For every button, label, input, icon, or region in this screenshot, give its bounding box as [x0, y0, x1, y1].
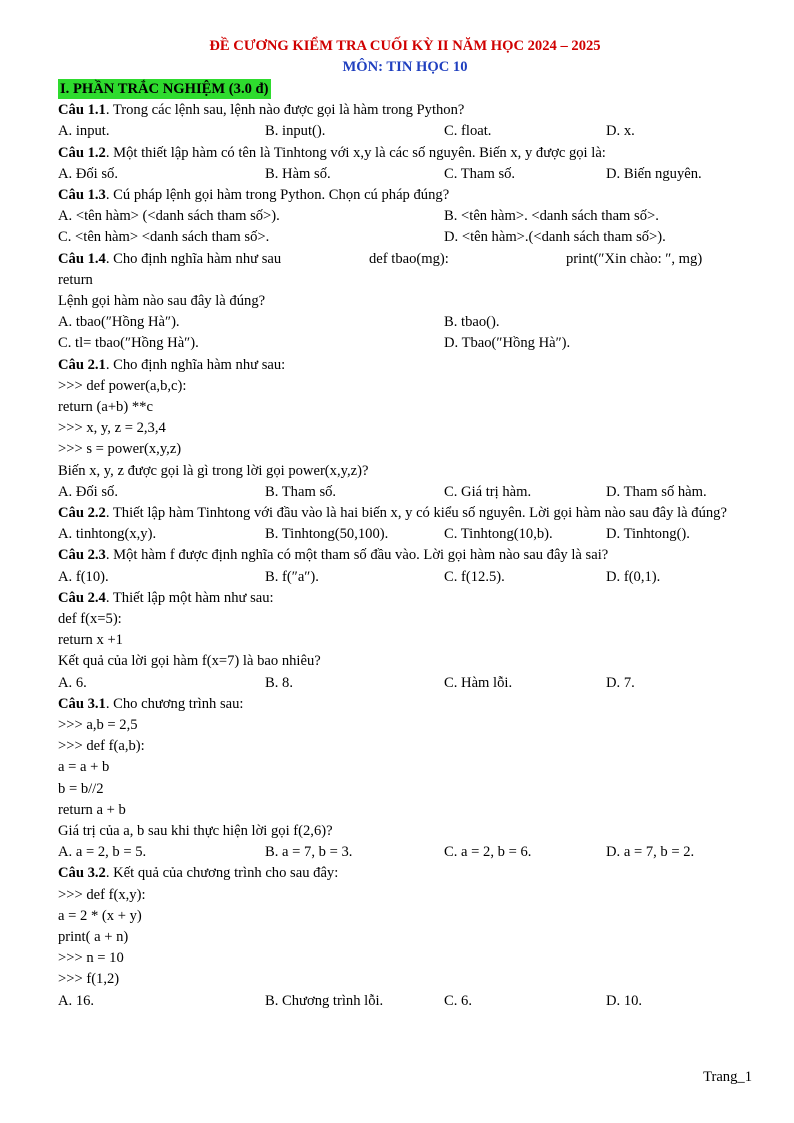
question-label: Câu 2.1	[58, 356, 106, 373]
question-label: Câu 1.2	[58, 144, 106, 161]
option-c: C. a = 2, b = 6.	[444, 844, 532, 861]
option-a: A. tbao(″Hồng Hà″).	[58, 314, 180, 331]
option-b: B. input().	[265, 123, 326, 140]
option-a: A. <tên hàm> (<danh sách tham số>).	[58, 208, 280, 225]
options-1-4-row1	[58, 312, 752, 333]
question-1-1	[58, 100, 752, 121]
question-label: Câu 1.1	[58, 102, 106, 119]
code-line: b = b//2	[58, 780, 104, 797]
options-1-3-row1	[58, 206, 752, 227]
option-a: A. f(10).	[58, 568, 109, 585]
document-page	[58, 36, 752, 1012]
question-3-2	[58, 863, 752, 884]
option-b: B. Hàm số.	[265, 165, 331, 182]
question-text: . Cho chương trình sau:	[105, 695, 244, 712]
option-a: A. 16.	[58, 992, 95, 1009]
section-heading: I. PHẦN TRẮC NGHIỆM (3.0 đ)	[60, 81, 269, 97]
options-1-4-row2	[58, 333, 752, 354]
options-2-2	[58, 524, 752, 545]
option-c: C. 6.	[444, 992, 472, 1009]
question-2-3	[58, 545, 752, 566]
question-2-4	[58, 588, 752, 609]
code-line: >>> s = power(x,y,z)	[58, 441, 182, 458]
question-prompt: Biến x, y, z được gọi là gì trong lời gọi power(x,y,z)?	[58, 462, 369, 479]
question-text: . Một hàm f được định nghĩa có một tham số đầu vào. Lời gọi hàm nào sau đây là sai?	[105, 547, 609, 564]
question-label: Câu 3.2	[58, 865, 106, 882]
question-text: . Cho định nghĩa hàm như sau	[105, 250, 282, 267]
option-d: D. 10.	[606, 992, 643, 1009]
option-c: C. float.	[444, 123, 492, 140]
code-line: return (a+b) **c	[58, 398, 153, 415]
code-line: return	[58, 271, 93, 288]
question-label: Câu 1.4	[58, 250, 106, 267]
page-number: Trang_1	[703, 1069, 752, 1085]
code-line: >>> def f(x,y):	[58, 886, 146, 903]
question-label: Câu 2.2	[58, 504, 106, 521]
option-c: C. Hàm lỗi.	[444, 674, 513, 691]
option-d: D. Tham số hàm.	[606, 483, 707, 500]
document-subtitle: MÔN: TIN HỌC 10	[342, 59, 468, 75]
option-b: B. Tham số.	[265, 483, 337, 500]
option-d: D. Biến nguyên.	[606, 165, 702, 182]
question-1-3	[58, 185, 752, 206]
option-a: A. 6.	[58, 674, 87, 691]
options-2-3	[58, 567, 752, 588]
option-c: C. Tinhtong(10,b).	[444, 526, 553, 543]
code-line: print( a + n)	[58, 928, 129, 945]
option-d: D. <tên hàm>.(<danh sách tham số>).	[444, 229, 666, 246]
option-b: B. Chương trình lỗi.	[265, 992, 384, 1009]
question-2-2	[58, 503, 752, 524]
option-d: D. 7.	[606, 674, 635, 691]
code-line: a = 2 * (x + y)	[58, 907, 142, 924]
document-title: ĐỀ CƯƠNG KIỂM TRA CUỐI KỲ II NĂM HỌC 2024 – 2025	[209, 38, 601, 54]
question-label: Câu 2.3	[58, 547, 106, 564]
option-a: A. Đối số.	[58, 165, 118, 182]
code-line: print(″Xin chào: ″, mg)	[566, 250, 703, 267]
option-b: B. tbao().	[444, 314, 500, 331]
code-line: >>> a,b = 2,5	[58, 716, 138, 733]
option-d: D. f(0,1).	[606, 568, 661, 585]
question-prompt: Giá trị của a, b sau khi thực hiện lời gọi f(2,6)?	[58, 822, 333, 839]
code-line: >>> n = 10	[58, 950, 124, 967]
option-c: C. Giá trị hàm.	[444, 483, 532, 500]
question-2-1	[58, 355, 752, 376]
option-b: B. Tinhtong(50,100).	[265, 526, 389, 543]
code-line: >>> def f(a,b):	[58, 738, 145, 755]
option-d: D. x.	[606, 123, 635, 140]
question-text: . Trong các lệnh sau, lệnh nào được gọi là hàm trong Python?	[105, 102, 465, 119]
options-2-1	[58, 482, 752, 503]
code-line: >>> x, y, z = 2,3,4	[58, 420, 166, 437]
options-2-4	[58, 673, 752, 694]
code-line: >>> f(1,2)	[58, 971, 120, 988]
question-text: . Một thiết lập hàm có tên là Tinhtong với x,y là các số nguyên. Biến x, y được gọi là:	[105, 144, 606, 161]
options-1-2	[58, 164, 752, 185]
code-line: a = a + b	[58, 759, 110, 776]
question-label: Câu 2.4	[58, 589, 106, 606]
options-3-2	[58, 991, 752, 1012]
option-c: C. Tham số.	[444, 165, 516, 182]
question-text: . Cú pháp lệnh gọi hàm trong Python. Chọn cú pháp đúng?	[105, 186, 450, 203]
option-a: A. tinhtong(x,y).	[58, 526, 157, 543]
code-line: return x +1	[58, 632, 123, 649]
question-3-1	[58, 694, 752, 715]
options-1-1	[58, 121, 752, 142]
question-text: . Kết quả của chương trình cho sau đây:	[105, 865, 339, 882]
question-label: Câu 1.3	[58, 186, 106, 203]
question-prompt: Lệnh gọi hàm nào sau đây là đúng?	[58, 292, 266, 309]
option-a: A. input.	[58, 123, 110, 140]
question-label: Câu 3.1	[58, 695, 106, 712]
question-1-2	[58, 143, 752, 164]
question-text: . Cho định nghĩa hàm như sau:	[105, 356, 286, 373]
option-d: D. a = 7, b = 2.	[606, 844, 695, 861]
question-text: . Thiết lập hàm Tinhtong với đầu vào là hai biến x, y có kiểu số nguyên. Lời gọi hàm nào sau đây là đúng?	[105, 504, 727, 521]
option-d: D. Tinhtong().	[606, 526, 690, 543]
option-c: C. f(12.5).	[444, 568, 505, 585]
option-b: B. <tên hàm>. <danh sách tham số>.	[444, 208, 659, 225]
option-b: B. 8.	[265, 674, 293, 691]
question-text: . Thiết lập một hàm như sau:	[105, 589, 274, 606]
option-b: B. a = 7, b = 3.	[265, 844, 353, 861]
code-line: def f(x=5):	[58, 610, 122, 627]
code-line: return a + b	[58, 801, 126, 818]
option-a: A. a = 2, b = 5.	[58, 844, 147, 861]
code-line: def tbao(mg):	[369, 250, 449, 267]
option-c: C. tl= tbao(″Hồng Hà″).	[58, 335, 199, 352]
option-c: C. <tên hàm> <danh sách tham số>.	[58, 229, 270, 246]
option-d: D. Tbao(″Hồng Hà″).	[444, 335, 571, 352]
code-line: >>> def power(a,b,c):	[58, 377, 187, 394]
question-prompt: Kết quả của lời gọi hàm f(x=7) là bao nhiêu?	[58, 653, 321, 670]
option-b: B. f(″a″).	[265, 568, 319, 585]
options-3-1	[58, 842, 752, 863]
question-1-4	[58, 249, 752, 270]
options-1-3-row2	[58, 227, 752, 248]
option-a: A. Đối số.	[58, 483, 118, 500]
